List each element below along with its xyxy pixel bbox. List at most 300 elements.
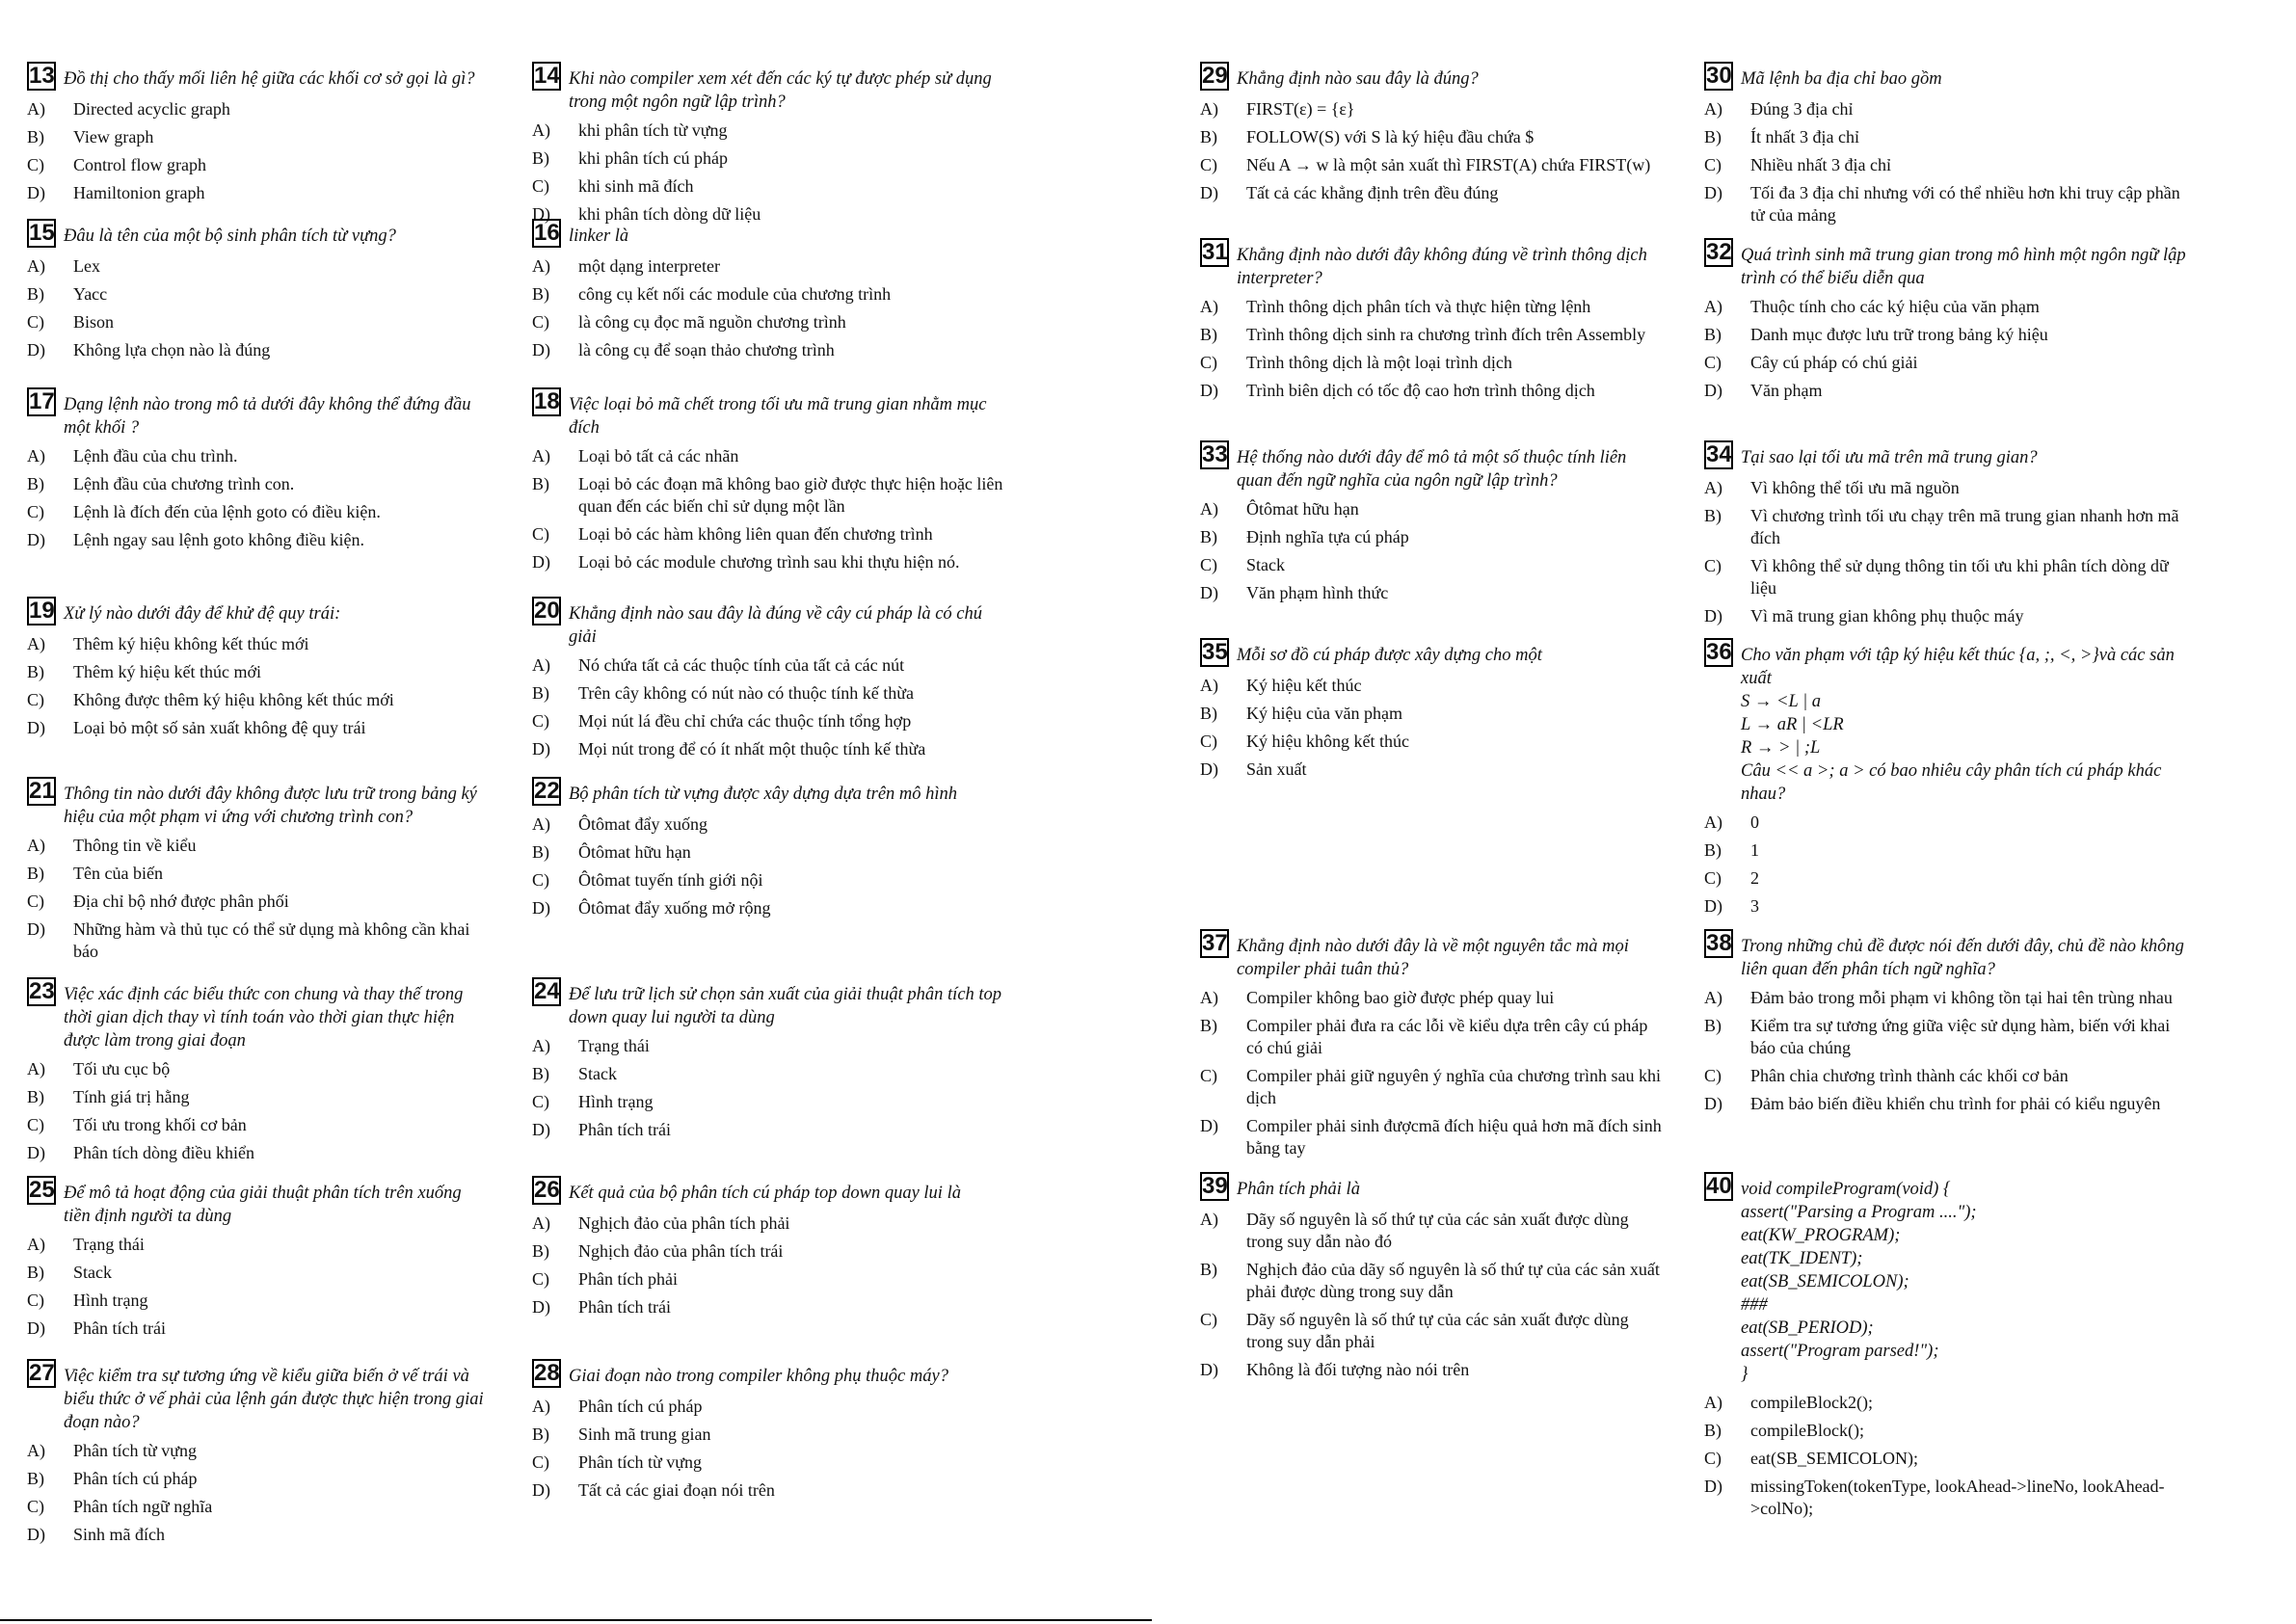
question-29 [1200,60,1663,210]
question-text: Trong những chủ đề được nói đến dưới đây, chủ đề nào không liên quan đến phân tích ngữ nghĩa? [1741,937,2184,979]
answer-option[interactable] [532,1240,1004,1263]
option-text: khi sinh mã đích [578,176,694,196]
answer-option[interactable] [1200,675,1663,697]
option-text: Nghịch đảo của dãy số nguyên là số thứ tự của các sản xuất phải được dùng trong suy dẫn [1246,1260,1660,1301]
option-text: là công cụ đọc mã nguồn chương trình [578,312,846,332]
option-text: Stack [1246,555,1285,574]
option-label: A) [532,446,550,466]
answer-option[interactable] [532,1296,1004,1318]
question-15 [27,217,490,367]
answer-option[interactable] [532,1212,1004,1235]
answer-option[interactable] [27,1290,490,1312]
answer-option[interactable] [1200,987,1663,1009]
answer-options [27,1234,490,1340]
answer-option[interactable] [27,283,490,306]
answer-option[interactable] [27,255,490,278]
option-text: Cây cú pháp có chú giải [1750,353,1918,372]
answer-option[interactable] [1200,126,1663,148]
option-text: Địa chỉ bộ nhớ được phân phối [73,892,289,911]
answer-option[interactable] [1200,296,1663,318]
option-text: Lệnh đầu của chu trình. [73,446,238,466]
option-label: C) [532,524,549,544]
answer-option[interactable] [532,283,1004,306]
option-text: Sản xuất [1246,759,1307,779]
answer-option[interactable] [532,1063,1004,1085]
answer-option[interactable] [1704,867,2186,890]
option-label: D) [532,1297,550,1317]
option-text: eat(SB_SEMICOLON); [1750,1449,1918,1468]
option-text: Ôtômat hữu hạn [578,842,691,862]
answer-option[interactable] [532,738,1004,760]
question-text: Việc loại bỏ mã chết trong tối ưu mã trung gian nhằm mục đích [569,395,987,438]
answer-option[interactable] [532,311,1004,333]
option-text: Định nghĩa tựa cú pháp [1246,527,1409,546]
answer-option[interactable] [1704,1420,2186,1442]
answer-option[interactable] [1704,1392,2186,1414]
option-label: A) [1200,499,1218,519]
option-label: B) [1704,840,1722,860]
option-label: C) [27,155,44,174]
answer-option[interactable] [27,501,490,523]
answer-option[interactable] [1200,380,1663,402]
option-label: C) [27,1497,44,1516]
option-label: C) [1704,1449,1722,1468]
answer-option[interactable] [27,1114,490,1136]
option-label: B) [27,864,44,883]
option-label: B) [27,127,44,146]
option-label: C) [532,1269,549,1289]
question-header [27,60,490,93]
question-header [1704,1170,2186,1386]
answer-option[interactable] [532,1035,1004,1057]
answer-option[interactable] [532,1424,1004,1446]
answer-options [27,835,490,963]
answer-option[interactable] [1200,182,1663,204]
option-text: Thêm ký hiệu kết thúc mới [73,662,261,681]
option-label: C) [1704,155,1722,174]
answer-option[interactable] [532,1451,1004,1474]
answer-option[interactable] [532,841,1004,864]
answer-option[interactable] [27,918,490,963]
answer-option[interactable] [532,1396,1004,1418]
answer-option[interactable] [1200,1065,1663,1109]
option-label: C) [532,711,549,731]
option-text: Nó chứa tất cả các thuộc tính của tất cả các nút [578,655,905,675]
question-28 [532,1357,1004,1507]
option-label: D) [27,530,45,549]
question-header [532,775,1004,808]
option-label: D) [27,183,45,202]
question-text: Khẳng định nào dưới đây là về một nguyên tắc mà mọi compiler phải tuân thủ? [1237,937,1629,979]
answer-option[interactable] [27,717,490,739]
answer-option[interactable] [1704,296,2186,318]
option-label: D) [1704,606,1722,626]
answer-option[interactable] [27,863,490,885]
option-label: D) [1704,381,1722,400]
option-label: D) [27,919,45,939]
question-36 [1704,636,2186,923]
answer-option[interactable] [1200,703,1663,725]
answer-option[interactable] [1704,352,2186,374]
option-text: Văn phạm hình thức [1246,583,1389,602]
question-number: 32 [1706,239,1732,265]
answer-option[interactable] [1704,895,2186,918]
answer-options [1704,812,2186,918]
option-label: C) [1200,353,1217,372]
answer-option[interactable] [27,154,490,176]
question-24 [532,975,1004,1147]
option-text: Loại bỏ các hàm không liên quan đến chương trình [578,524,933,544]
answer-option[interactable] [532,255,1004,278]
answer-option[interactable] [1704,477,2186,499]
answer-option[interactable] [532,654,1004,677]
answer-option[interactable] [27,1234,490,1256]
answer-options [532,654,1004,760]
question-number: 40 [1706,1173,1732,1199]
option-text: Compiler phải đưa ra các lỗi về kiểu dựa trên cây cú pháp có chú giải [1246,1016,1648,1057]
question-text: Mã lệnh ba địa chỉ bao gồm [1741,69,1942,89]
question-number: 22 [534,778,560,804]
answer-options [27,98,490,204]
answer-option[interactable] [27,1524,490,1546]
answer-option[interactable] [532,1268,1004,1291]
answer-option[interactable] [27,891,490,913]
question-text: Để mô tả hoạt động của giải thuật phân tích trên xuống tiền định người ta dùng [64,1184,462,1226]
question-number: 36 [1706,639,1732,665]
answer-option[interactable] [27,1318,490,1340]
question-text: Để lưu trữ lịch sử chọn sản xuất của giải thuật phân tích top down quay lui người ta dùng [569,985,1002,1027]
option-label: C) [27,1115,44,1134]
answer-option[interactable] [532,523,1004,546]
question-40 [1704,1170,2186,1526]
answer-option[interactable] [532,445,1004,467]
question-26 [532,1174,1004,1324]
question-number: 16 [534,220,560,246]
answer-option[interactable] [27,1142,490,1164]
option-label: A) [27,836,45,855]
option-label: A) [27,1441,45,1460]
question-text: Phân tích phải là [1237,1180,1360,1199]
option-text: Control flow graph [73,155,206,174]
option-text: compileBlock(); [1750,1421,1864,1440]
question-number: 15 [29,220,55,246]
question-text: linker là [569,226,629,246]
answer-option[interactable] [27,1086,490,1108]
option-text: Tối đa 3 địa chỉ nhưng với có thể nhiều hơn khi truy cập phần tử của mảng [1750,183,2180,225]
option-text: Lệnh đầu của chương trình con. [73,474,295,493]
answer-option[interactable] [1704,380,2186,402]
answer-option[interactable] [1200,324,1663,346]
answer-option[interactable] [1200,154,1663,176]
answer-option[interactable] [27,182,490,204]
answer-option[interactable] [532,1479,1004,1502]
option-text: Vì không thể tối ưu mã nguồn [1750,478,1960,497]
question-header [532,217,1004,250]
question-text: Khi nào compiler xem xét đến các ký tự được phép sử dụng trong một ngôn ngữ lập trình? [569,69,992,112]
option-text: một dạng interpreter [578,256,720,276]
answer-option[interactable] [1200,1015,1663,1059]
answer-option[interactable] [27,473,490,495]
answer-option[interactable] [27,661,490,683]
option-text: Loại bỏ một số sản xuất không đệ quy trái [73,718,366,737]
answer-option[interactable] [27,1058,490,1080]
answer-option[interactable] [27,339,490,361]
question-25 [27,1174,490,1345]
answer-option[interactable] [532,710,1004,732]
answer-option[interactable] [1200,731,1663,753]
option-label: A) [1704,1393,1722,1412]
option-label: B) [532,1424,549,1444]
question-14 [532,60,1004,231]
answer-option[interactable] [1200,582,1663,604]
answer-options [1704,98,2186,226]
answer-option[interactable] [1200,498,1663,520]
option-text: Loại bỏ các đoạn mã không bao giờ được thực hiện hoặc liên quan đến các biến chỉ sử dụng một lần [578,474,1003,516]
answer-option[interactable] [532,339,1004,361]
question-number: 17 [29,388,55,414]
option-label: C) [1200,555,1217,574]
answer-option[interactable] [27,98,490,120]
question-21 [27,775,490,969]
answer-option[interactable] [1200,98,1663,120]
option-text: Lex [73,256,100,276]
answer-option[interactable] [532,175,1004,198]
option-label: B) [1200,527,1217,546]
option-text: Sinh mã đích [73,1525,165,1544]
question-text: Khẳng định nào dưới đây không đúng về trình thông dịch interpreter? [1237,246,1647,288]
question-number: 14 [534,63,560,89]
answer-option[interactable] [1704,1065,2186,1087]
option-text: Kiểm tra sự tương ứng giữa việc sử dụng hàm, biến với khai báo của chúng [1750,1016,2171,1057]
option-text: Trên cây không có nút nào có thuộc tính kế thừa [578,683,915,703]
option-text: Phân tích dòng điều khiển [73,1143,254,1162]
question-text: Hệ thống nào dưới đây để mô tả một số thuộc tính liên quan đến ngữ nghĩa của ngôn ngữ lập trình? [1237,448,1627,491]
answer-option[interactable] [27,633,490,655]
answer-option[interactable] [1200,1359,1663,1381]
answer-option[interactable] [532,1119,1004,1141]
option-text: Ký hiệu không kết thúc [1246,732,1409,751]
option-label: D) [1200,1116,1218,1135]
answer-option[interactable] [1704,605,2186,627]
answer-options [532,445,1004,573]
answer-option[interactable] [1704,182,2186,226]
answer-option[interactable] [532,897,1004,919]
answer-option[interactable] [1704,812,2186,834]
question-text: Đâu là tên của một bộ sinh phân tích từ vựng? [64,226,396,246]
answer-option[interactable] [1200,526,1663,548]
option-label: B) [532,474,549,493]
option-label: D) [1704,896,1722,916]
answer-option[interactable] [27,311,490,333]
answer-option[interactable] [27,529,490,551]
answer-options [1200,987,1663,1159]
option-text: Nhiều nhất 3 địa chỉ [1750,155,1891,174]
option-text: Tính giá trị hằng [73,1087,190,1106]
answer-option[interactable] [1704,1015,2186,1059]
option-label: C) [532,312,549,332]
answer-option[interactable] [1704,324,2186,346]
option-label: B) [1704,506,1722,525]
option-text: Thêm ký hiệu không kết thúc mới [73,634,309,653]
option-label: B) [532,1064,549,1083]
answer-option[interactable] [27,1496,490,1518]
answer-option[interactable] [1704,126,2186,148]
question-number: 33 [1202,441,1228,467]
question-header [1200,927,1663,981]
question-text: Mỗi sơ đồ cú pháp được xây dựng cho một [1237,646,1542,665]
answer-option[interactable] [27,1440,490,1462]
option-label: D) [532,1120,550,1139]
answer-option[interactable] [532,813,1004,836]
option-text: Phân tích ngữ nghĩa [73,1497,213,1516]
question-27 [27,1357,490,1552]
answer-option[interactable] [1704,98,2186,120]
option-text: Trình biên dịch có tốc độ cao hơn trình thông dịch [1246,381,1595,400]
option-label: B) [27,474,44,493]
option-text: Dãy số nguyên là số thứ tự của các sản xuất được dùng trong suy dẫn phải [1246,1310,1629,1351]
option-label: A) [532,1036,550,1055]
option-label: C) [27,312,44,332]
question-17 [27,386,490,557]
question-19 [27,595,490,745]
question-18 [532,386,1004,579]
option-label: D) [1200,583,1218,602]
option-text: Nghịch đảo của phân tích phải [578,1213,790,1233]
option-text: công cụ kết nối các module của chương trình [578,284,892,304]
option-text: Nếu A → w là một sản xuất thì FIRST(A) chứa FIRST(w) [1246,155,1651,174]
answer-option[interactable] [27,1468,490,1490]
option-label: D) [1200,381,1218,400]
answer-option[interactable] [1200,1209,1663,1253]
answer-option[interactable] [1704,555,2186,599]
question-number: 27 [29,1360,55,1386]
option-text: Vì chương trình tối ưu chạy trên mã trung gian nhanh hơn mã đích [1750,506,2179,547]
option-text: 0 [1750,812,1759,832]
question-number: 13 [29,63,55,89]
option-text: Tất cả các giai đoạn nói trên [578,1480,775,1500]
answer-options [532,120,1004,226]
answer-option[interactable] [532,682,1004,705]
answer-option[interactable] [1704,505,2186,549]
answer-option[interactable] [1200,759,1663,781]
option-label: C) [532,870,549,890]
option-text: Ôtômat hữu hạn [1246,499,1359,519]
option-label: C) [1704,353,1722,372]
question-header [1704,236,2186,290]
answer-option[interactable] [532,147,1004,170]
option-text: Không là đối tượng nào nói trên [1246,1360,1470,1379]
option-label: B) [1200,1260,1217,1279]
answer-option[interactable] [1704,154,2186,176]
question-header [1704,927,2186,981]
answer-options [1200,296,1663,402]
answer-option[interactable] [27,835,490,857]
answer-option[interactable] [532,551,1004,573]
question-number: 26 [534,1177,560,1203]
option-label: D) [1704,183,1722,202]
question-text: Xử lý nào dưới đây để khử đệ quy trái: [64,604,341,624]
option-text: Tối ưu cục bộ [73,1059,171,1078]
option-label: A) [532,1397,550,1416]
question-text: Khẳng định nào sau đây là đúng về cây cú pháp là có chú giải [569,604,983,647]
question-header [532,60,1004,114]
question-text: Cho văn phạm với tập ký hiệu kết thúc {a, ;, <, >}và các sản xuất S → <L | a L → aR | <LR R → > | ;L Câu << a >; a > có bao nhiêu cây phân tích cú pháp khác nhau? [1741,646,2175,804]
question-header [27,595,490,627]
option-label: B) [1200,127,1217,146]
option-label: C) [1200,155,1217,174]
option-text: Phân tích phải [578,1269,678,1289]
question-35 [1200,636,1663,786]
option-label: D) [532,898,550,918]
option-label: A) [27,1235,45,1254]
option-text: Stack [578,1064,617,1083]
option-label: C) [1704,1066,1722,1085]
answer-option[interactable] [1704,987,2186,1009]
option-text: Loại bỏ tất cả các nhãn [578,446,739,466]
answer-option[interactable] [1200,1115,1663,1159]
answer-option[interactable] [532,120,1004,142]
answer-options [27,633,490,739]
question-38 [1704,927,2186,1121]
option-label: C) [532,176,549,196]
question-number: 34 [1706,441,1732,467]
answer-option[interactable] [1200,1259,1663,1303]
answer-options [27,255,490,361]
answer-option[interactable] [27,126,490,148]
question-13 [27,60,490,210]
answer-option[interactable] [27,689,490,711]
answer-options [27,1440,490,1546]
option-text: Những hàm và thủ tục có thể sử dụng mà không cần khai báo [73,919,470,961]
option-text: Compiler phải giữ nguyên ý nghĩa của chương trình sau khi dịch [1246,1066,1661,1107]
option-label: A) [1200,676,1218,695]
option-label: C) [27,690,44,709]
answer-option[interactable] [532,473,1004,518]
question-text: Khẳng định nào sau đây là đúng? [1237,69,1479,89]
option-text: Danh mục được lưu trữ trong bảng ký hiệu [1750,325,2048,344]
answer-option[interactable] [1200,352,1663,374]
option-text: Directed acyclic graph [73,99,230,119]
option-label: D) [27,1143,45,1162]
option-text: Ít nhất 3 địa chỉ [1750,127,1859,146]
answer-option[interactable] [1704,1448,2186,1470]
answer-options [1704,296,2186,402]
left-page-column-2 [532,0,1004,1624]
question-number: 30 [1706,63,1732,89]
answer-option[interactable] [27,1262,490,1284]
option-label: B) [532,683,549,703]
answer-option[interactable] [532,1091,1004,1113]
answer-options [1200,98,1663,204]
option-label: A) [27,634,45,653]
option-text: Tất cả các khẳng định trên đều đúng [1246,183,1499,202]
option-text: Không được thêm ký hiệu không kết thúc mới [73,690,394,709]
answer-option[interactable] [1704,1093,2186,1115]
option-label: D) [532,739,550,759]
answer-option[interactable] [1704,839,2186,862]
option-text: Phân tích cú pháp [73,1469,198,1488]
answer-option[interactable] [532,869,1004,892]
answer-option[interactable] [1200,554,1663,576]
option-text: Trình thông dịch sinh ra chương trình đích trên Assembly [1246,325,1646,344]
option-text: Đảm bảo trong mỗi phạm vi không tồn tại hai tên trùng nhau [1750,988,2173,1007]
answer-option[interactable] [27,445,490,467]
option-text: Phân tích cú pháp [578,1397,703,1416]
answer-option[interactable] [1200,1309,1663,1353]
answer-option[interactable] [1704,1476,2186,1520]
option-text: Hình trạng [578,1092,654,1111]
option-text: Ký hiệu kết thúc [1246,676,1362,695]
